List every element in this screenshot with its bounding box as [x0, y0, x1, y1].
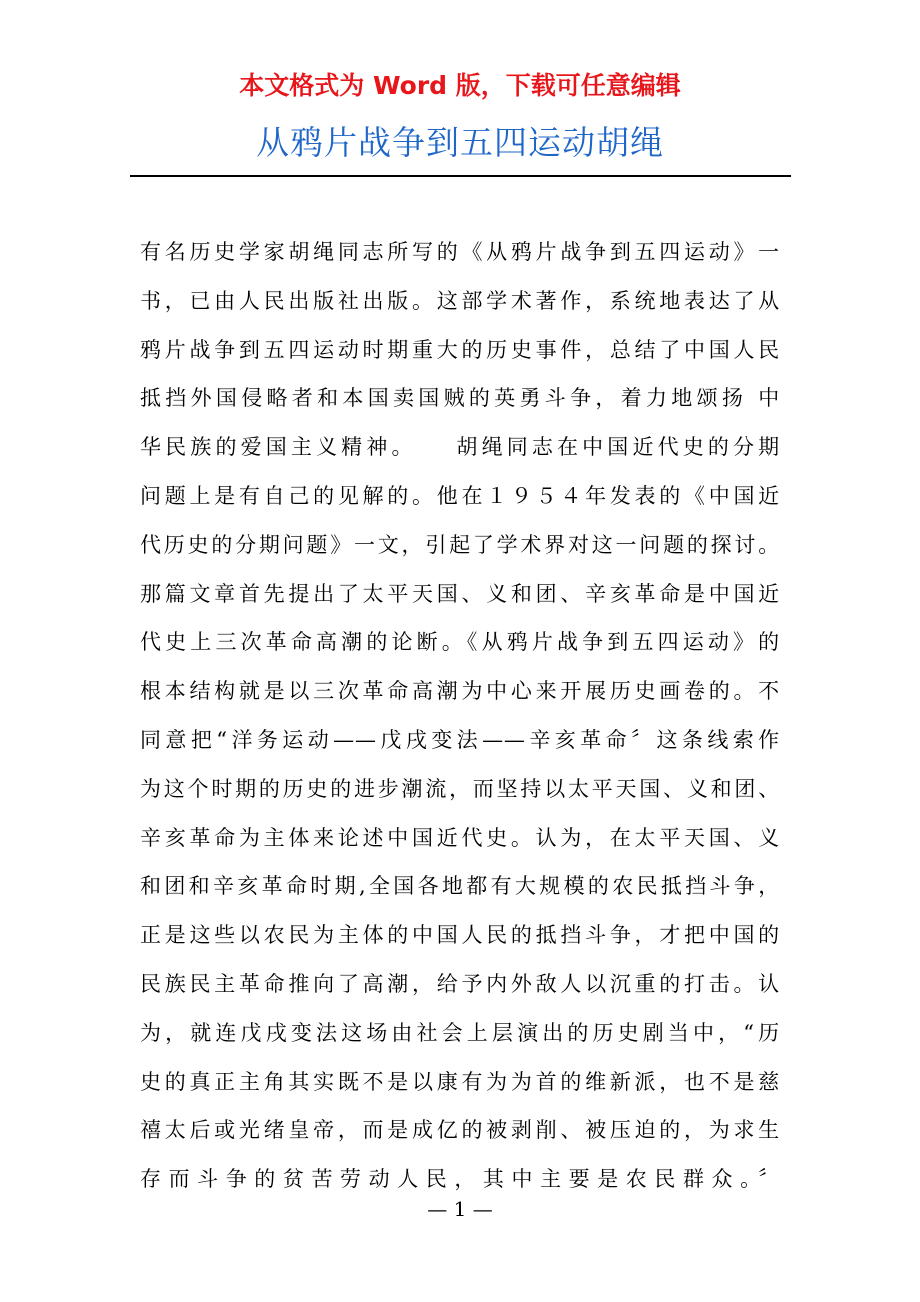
text-line: 代史上三次革命高潮的论断。《从鸦片战争到五四运动》的	[140, 630, 780, 655]
text-line: 存而斗争的贫苦劳动人民，其中主要是农民群众。〞	[140, 1167, 780, 1192]
text-line: 民族民主革命推向了高潮，给予内外敌人以沉重的打击。认	[140, 971, 780, 996]
text-line: 史的真正主角其实既不是以康有为为首的维新派，也不是慈	[140, 1069, 780, 1094]
page-number: — 1 —	[427, 1197, 493, 1221]
document-title: 从鸦片战争到五四运动胡绳	[256, 123, 664, 162]
text-line: 有名历史学家胡绳同志所写的《从鸦片战争到五四运动》一	[140, 240, 780, 264]
text-line: 抵挡外国侵略者和本国卖国贼的英勇斗争，着力地颂扬 中	[140, 386, 780, 411]
format-notice-banner: 本文格式为 Word 版，下载可任意编辑	[239, 71, 681, 100]
title-divider	[130, 175, 791, 177]
body-paragraph	[140, 228, 780, 1204]
text-line: 辛亥革命为主体来论述中国近代史。认为，在太平天国、义	[140, 825, 780, 850]
text-line: 和团和辛亥革命时期,全国各地都有大规模的农民抵挡斗争，	[140, 874, 780, 899]
text-line: 正是这些以农民为主体的中国人民的抵挡斗争，才把中国的	[140, 923, 780, 948]
text-line: 代历史的分期问题》一文，引起了学术界对这一问题的探讨。	[140, 532, 780, 557]
text-line: 同意把“洋务运动——戊戌变法——辛亥革命〞这条线索作	[140, 727, 780, 752]
text-line: 根本结构就是以三次革命高潮为中心来开展历史画卷的。不	[140, 679, 780, 704]
text-line: 华民族的爱国主义精神。 胡绳同志在中国近代史的分期	[140, 435, 780, 460]
text-line: 问题上是有自己的见解的。他在１９５４年发表的《中国近	[140, 483, 780, 508]
text-line: 为，就连戊戌变法这场由社会上层演出的历史剧当中，“历	[140, 1020, 780, 1045]
text-line: 为这个时期的历史的进步潮流，而坚持以太平天国、义和团、	[140, 776, 780, 801]
text-line: 鸦片战争到五四运动时期重大的历史事件，总结了中国人民	[140, 337, 780, 362]
text-line: 书，已由人民出版社出版。这部学术著作，系统地表达了从	[140, 288, 780, 313]
text-line: 禧太后或光绪皇帝，而是成亿的被剥削、被压迫的，为求生	[140, 1118, 780, 1143]
text-line: 那篇文章首先提出了太平天国、义和团、辛亥革命是中国近	[140, 581, 780, 606]
